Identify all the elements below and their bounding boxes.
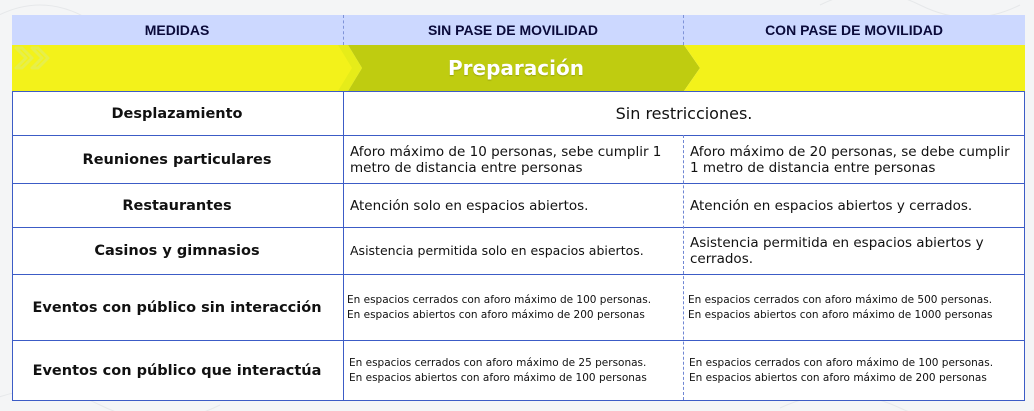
- header-with-pass: CON PASE DE MOVILIDAD: [765, 22, 943, 38]
- double-chevron-right-icon: [12, 45, 60, 71]
- row-divider: [12, 400, 1025, 401]
- row-label-private-meetings: Reuniones particulares: [82, 151, 272, 168]
- cell-merged-no-restrictions: Sin restricciones.: [615, 104, 753, 123]
- cell-without-pass: En espacios cerrados con aforo máximo de 25 personas. En espacios abiertos con aforo máximo de 100 personas: [349, 356, 647, 384]
- cell-without-pass: Asistencia permitida solo en espacios abiertos.: [350, 243, 644, 258]
- cell-with-pass: Asistencia permitida en espacios abiertos y cerrados.: [690, 235, 984, 267]
- row-label-events-with-interaction: Eventos con público que interactúa: [32, 362, 322, 379]
- stage-band: [12, 45, 1025, 91]
- cell-with-pass: En espacios cerrados con aforo máximo de 100 personas. En espacios abiertos con aforo máximo de 200 personas: [689, 356, 994, 384]
- row-label-displacement: Desplazamiento: [111, 105, 243, 122]
- stage-title: Preparación: [448, 56, 584, 80]
- header-measures: MEDIDAS: [144, 22, 210, 38]
- row-label-casinos-gyms: Casinos y gimnasios: [94, 243, 260, 259]
- mobility-pass-table: [12, 15, 1025, 401]
- table-header: [12, 15, 1025, 45]
- cell-with-pass: Aforo máximo de 20 personas, se debe cumplir 1 metro de distancia entre personas: [690, 143, 1010, 176]
- cell-with-pass: Atención en espacios abiertos y cerrados.: [690, 197, 973, 214]
- header-without-pass: SIN PASE DE MOVILIDAD: [427, 22, 599, 38]
- column-divider: [1024, 91, 1025, 401]
- cell-without-pass: Atención solo en espacios abiertos.: [350, 197, 589, 214]
- row-label-events-no-interaction: Eventos con público sin interacción: [32, 299, 322, 316]
- cell-without-pass: Aforo máximo de 10 personas, sebe cumplir 1 metro de distancia entre personas: [350, 143, 662, 176]
- cell-without-pass: En espacios cerrados con aforo máximo de 100 personas. En espacios abiertos con aforo máximo de 200 personas: [347, 293, 652, 321]
- cell-with-pass: En espacios cerrados con aforo máximo de 500 personas. En espacios abiertos con aforo máximo de 1000 personas: [688, 293, 993, 321]
- row-label-restaurants: Restaurantes: [122, 197, 232, 214]
